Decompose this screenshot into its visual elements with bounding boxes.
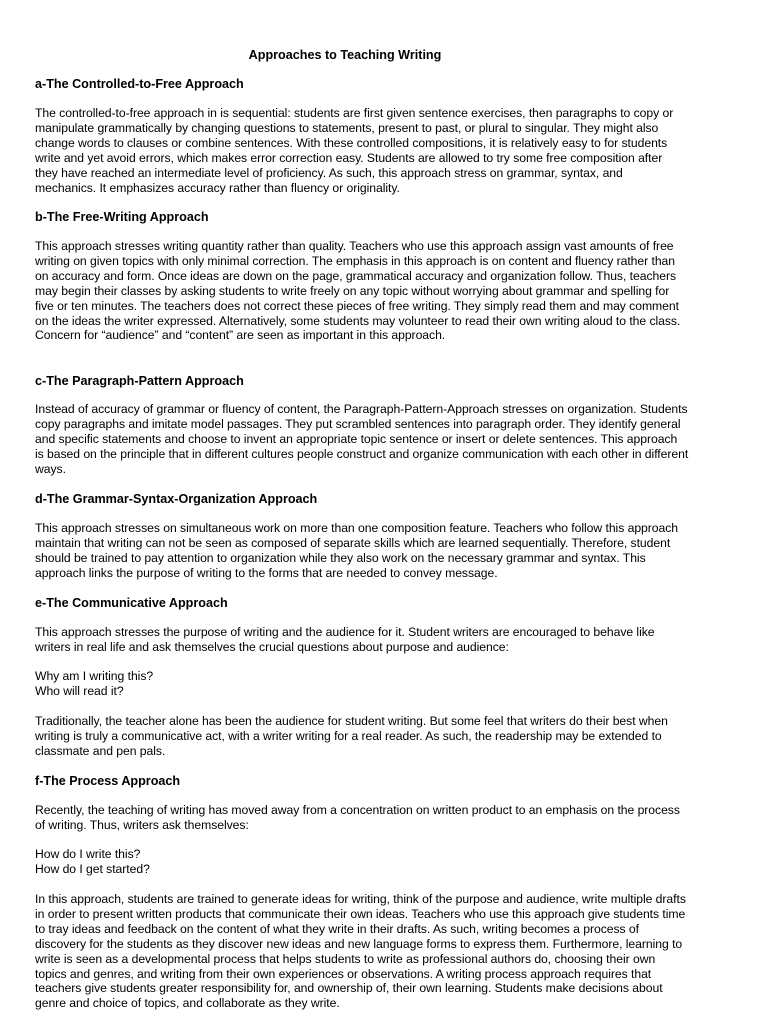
text-line: to tray ideas and feedback on the content of what they write in their drafts. As such, writing becomes a process of: [35, 921, 639, 936]
text-line: manipulate grammatically by changing questions to statements, present to past, or plural to singular. They might also: [35, 120, 659, 135]
section-b-heading: b-The Free-Writing Approach: [35, 210, 209, 224]
text-line: five or ten minutes. The teachers does not correct these pieces of free writing. They simply read them and may comment: [35, 298, 679, 313]
document-title: Approaches to Teaching Writing: [248, 48, 442, 62]
text-line: classmate and pen pals.: [35, 743, 166, 758]
text-line: mechanics. It emphasizes accuracy rather than fluency or originality.: [35, 180, 400, 195]
text-line: This approach stresses on simultaneous work on more than one composition feature. Teachers who follow this approach: [35, 521, 679, 535]
text-line: should be trained to pay attention to organization while they also work on the necessary grammar and syntax. This: [35, 550, 646, 565]
text-line: on the ideas the writer expressed. Alternatively, some students may volunteer to read their own writing aloud to the class.: [35, 313, 681, 328]
section-c-heading: c-The Paragraph-Pattern Approach: [35, 374, 244, 388]
text-line: ways.: [35, 461, 66, 476]
text-line: and specific statements and choose to invent an appropriate topic sentence or insert or delete sentences. This approach: [35, 431, 678, 446]
text-line: The controlled-to-free approach in is sequential: students are first given sentence exercises, then paragraphs to copy or: [35, 106, 674, 120]
text-line: This approach stresses the purpose of writing and the audience for it. Student writers are encouraged to behave like: [35, 625, 655, 639]
text-line: copy paragraphs and imitate model passages. They put scrambled sentences into paragraph order. They identify general: [35, 416, 681, 431]
section-e-heading: e-The Communicative Approach: [35, 596, 228, 610]
question-line: Who will read it?: [35, 683, 124, 698]
question-line: Why am I writing this?: [35, 669, 154, 683]
question-line: How do I get started?: [35, 861, 150, 876]
text-line: writing is truly a communicative act, with a writer writing for a real reader. As such, the readership may be extended to: [35, 728, 662, 743]
text-line: This approach stresses writing quantity rather than quality. Teachers who use this approach assign vast amounts of free: [35, 239, 674, 253]
text-line: write and yet avoid errors, which makes error correction easy. Students are allowed to try some free composition after: [35, 150, 663, 165]
text-line: topics and genres, and writing from their own experiences or observations. A writing process approach requires that: [35, 966, 652, 981]
section-a-paragraph: [35, 106, 725, 195]
text-line: genre and choice of topics, and collaborate as they write.: [35, 996, 340, 1011]
text-line: Traditionally, the teacher alone has been the audience for student writing. But some feel that writers do their best when: [35, 714, 668, 728]
text-line: may begin their classes by asking students to write freely on any topic without worrying about grammar and spelling for: [35, 283, 670, 298]
text-line: discovery for the students as they discover new ideas and new language forms to express them. Furthermore, learning to: [35, 936, 683, 951]
text-line: on accuracy and form. Once ideas are down on the page, grammatical accuracy and organization follow. Thus, teachers: [35, 268, 676, 283]
text-line: maintain that writing can not be seen as composed of separate skills which are learned sequentially. Therefore, student: [35, 535, 671, 550]
text-line: write is seen as a developmental process that helps students to write as professional authors do, choosing their own: [35, 951, 656, 966]
text-line: writers in real life and ask themselves the crucial questions about purpose and audience:: [35, 639, 509, 654]
section-e-questions: [35, 669, 725, 699]
section-b-paragraph: [35, 239, 725, 343]
section-f-paragraph-1: [35, 803, 725, 833]
question-line: How do I write this?: [35, 847, 141, 861]
text-line: is based on the principle that in different cultures people construct and organize communication with each other in different: [35, 446, 689, 461]
text-line: they have reached an intermediate level of proficiency. As such, this approach stress on grammar, syntax, and: [35, 165, 623, 180]
text-line: change words to clauses or combine sentences. With these controlled compositions, it is relatively easy to for students: [35, 135, 668, 150]
section-e-paragraph-1: [35, 625, 725, 655]
section-d-paragraph: [35, 521, 725, 581]
text-line: teachers give students greater responsibility for, and ownership of, their own learning. Students make decisions about: [35, 981, 663, 996]
text-line: in order to present written products that communicate their own ideas. Teachers who use this approach give students time: [35, 906, 686, 921]
section-f-heading: f-The Process Approach: [35, 774, 181, 788]
section-a-heading: a-The Controlled-to-Free Approach: [35, 77, 244, 91]
text-line: of writing. Thus, writers ask themselves:: [35, 817, 249, 832]
text-line: approach links the purpose of writing to the forms that are needed to convey message.: [35, 565, 498, 580]
section-f-questions: [35, 847, 725, 877]
section-d-heading: d-The Grammar-Syntax-Organization Approach: [35, 492, 318, 506]
section-f-paragraph-2: [35, 892, 725, 1011]
section-e-paragraph-2: [35, 714, 725, 759]
text-line: Concern for “audience” and “content” are seen as important in this approach.: [35, 328, 446, 343]
text-line: writing on given topics with only minimal correction. The emphasis in this approach is on content and fluency rather than: [35, 253, 676, 268]
text-line: In this approach, students are trained to generate ideas for writing, think of the purpose and audience, write multiple drafts: [35, 892, 686, 906]
text-line: Recently, the teaching of writing has moved away from a concentration on written product to an emphasis on the process: [35, 803, 680, 817]
text-line: Instead of accuracy of grammar or fluency of content, the Paragraph-Pattern-Approach stresses on organization. Students: [35, 402, 688, 416]
section-c-paragraph: [35, 402, 725, 477]
